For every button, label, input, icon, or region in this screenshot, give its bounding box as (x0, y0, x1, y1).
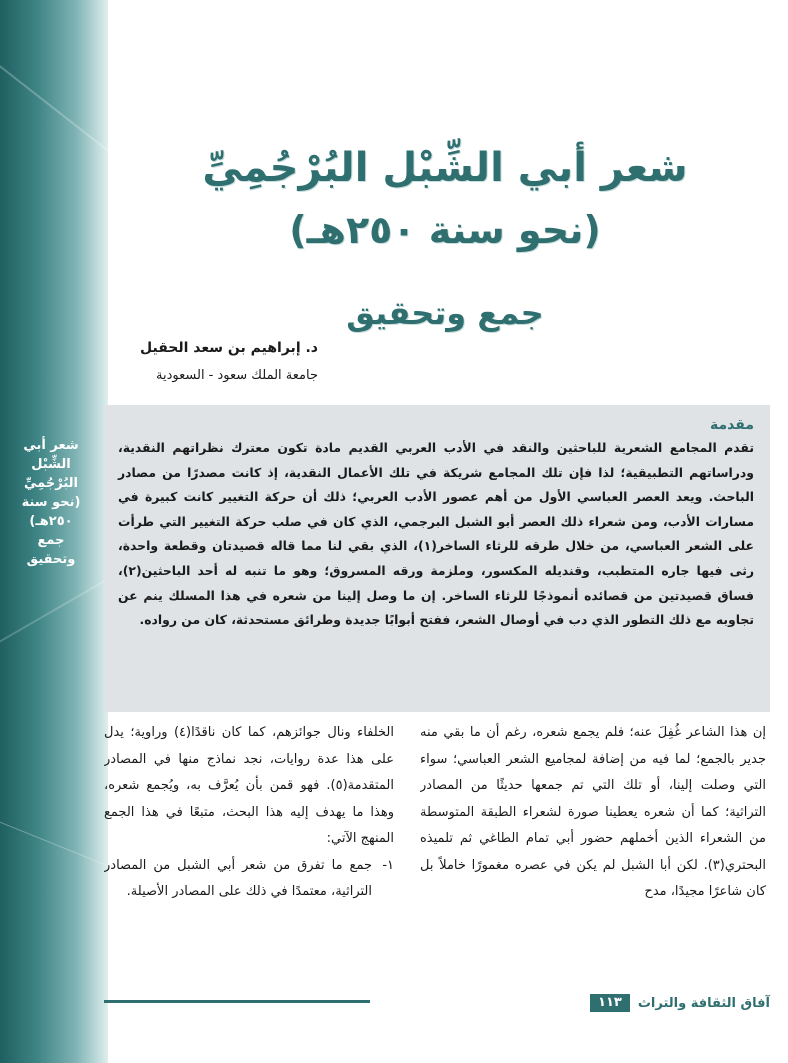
sidebar-title-line: ٢٥٠هـ) (29, 514, 73, 529)
decorative-side-band (0, 0, 108, 1063)
list-item-number: ١- (382, 857, 394, 873)
author-affiliation: جامعة الملك سعود - السعودية (156, 368, 318, 383)
article-title-line-2: (نحو سنة ٢٥٠هـ) (289, 208, 601, 252)
sidebar-title-line: وتحقيق (26, 552, 76, 567)
article-subtitle: جمع وتحقيق (346, 294, 544, 332)
marble-vein (0, 65, 108, 177)
introduction-text: تقدم المجامع الشعرية للباحثين والنقد في الأدب العربي القديم مادة تكون معترك نظراتهم النقدية، ودراساتهم التطبيقية؛ لذا فإن تلك المجامع شريكة في تلك الأعمال النقدية، إذ كانت مصدرًا من مصادر الباحث. ويعد العصر العباسي الأول من أهم عصور الأدب العربي؛ ذلك أن حركة التغيير كانت كبيرة في مسارات الأدب، ومن شعراء ذلك العصر أبو الشبل البرجمي، الذي كان في صلب حركة التغيير التي طرأت على الشعر العباسي، من خلال طرقه للرثاء الساخر(١)، الذي بقي لنا مما قاله قصيدتان وقطعة واحدة، رثى فيها جاره المتطبب، وقنديله المكسور، وملزمة ورقه المسروق؛ وهو ما تنبه له أحد الباحثين(٢)، فساق قصيدتين من قصائده أنموذجًا للرثاء الساخر. إن ما وصل إلينا من شعره في هذا المسلك ينم عن تجاوبه مع ذلك التطور الذي دب في أوصال الشعر، ففتح أبوابًا جديدة وطرائق مستحدثة، كان من رواده. (118, 440, 754, 628)
list-item-text: جمع ما تفرق من شعر أبي الشبل من المصادر التراثية، معتمدًا في ذلك على المصادر الأصيلة. (104, 857, 372, 899)
body-column-right (420, 720, 766, 982)
footer-rule (104, 1000, 370, 1003)
introduction-box (104, 405, 770, 712)
author-name: د. إبراهيم بن سعد الحقيل (139, 340, 318, 356)
sidebar-title-line: البُرْجُمِيِّ (24, 476, 78, 491)
marble-vein (0, 820, 108, 881)
sidebar-title-line: شعر أبي (23, 438, 79, 453)
body-paragraph: الخلفاء ونال جوائزهم، كما كان ناقدًا(٤) وراوية؛ يدل على هذا عدة روايات، نجد نماذج منها في المصادر المتقدمة(٥). فهو قمن بأن يُعرَّف به، ويُجمع شعره، وهذا ما يهدف إليه هذا البحث، متبعًا في هذا الجمع المنهج الآتي: (104, 725, 394, 846)
sidebar-title-line: جمع (37, 533, 65, 548)
sidebar-title-line: (نحو سنة (21, 495, 81, 510)
sidebar-running-title (8, 436, 94, 569)
journal-name: آفاق الثقافة والتراث (637, 995, 770, 1011)
article-title-line-1: شعر أبي الشِّبْل البُرْجُمِيِّ (202, 145, 688, 191)
page-footer (372, 993, 770, 1013)
introduction-heading: مقدمة (710, 417, 754, 433)
body-column-left (104, 720, 394, 982)
method-list-item (104, 853, 394, 906)
body-paragraph: إن هذا الشاعر غُفِلَ عنه؛ فلم يجمع شعره، رغم أن ما بقي منه جدير بالجمع؛ لما فيه من إضافة لمجاميع الشعر العباسي؛ سواء التي وصلت إلينا، أو تلك التي تم جمعها حديثًا من المصادر التراثية؛ كما أن شعره يعطينا صورة لشعراء الطبقة المتوسطة من الشعراء الذين أخملهم حضور أبي تمام الطاغي ثم تلميذه البحتري(٣). لكن أبا الشبل لم يكن في عصره مغمورًا خاملاً بل كان شاعرًا مجيدًا، مدح (420, 725, 766, 899)
page-number: ١١٣ (590, 994, 630, 1012)
sidebar-title-line: الشِّبْل (31, 457, 71, 472)
